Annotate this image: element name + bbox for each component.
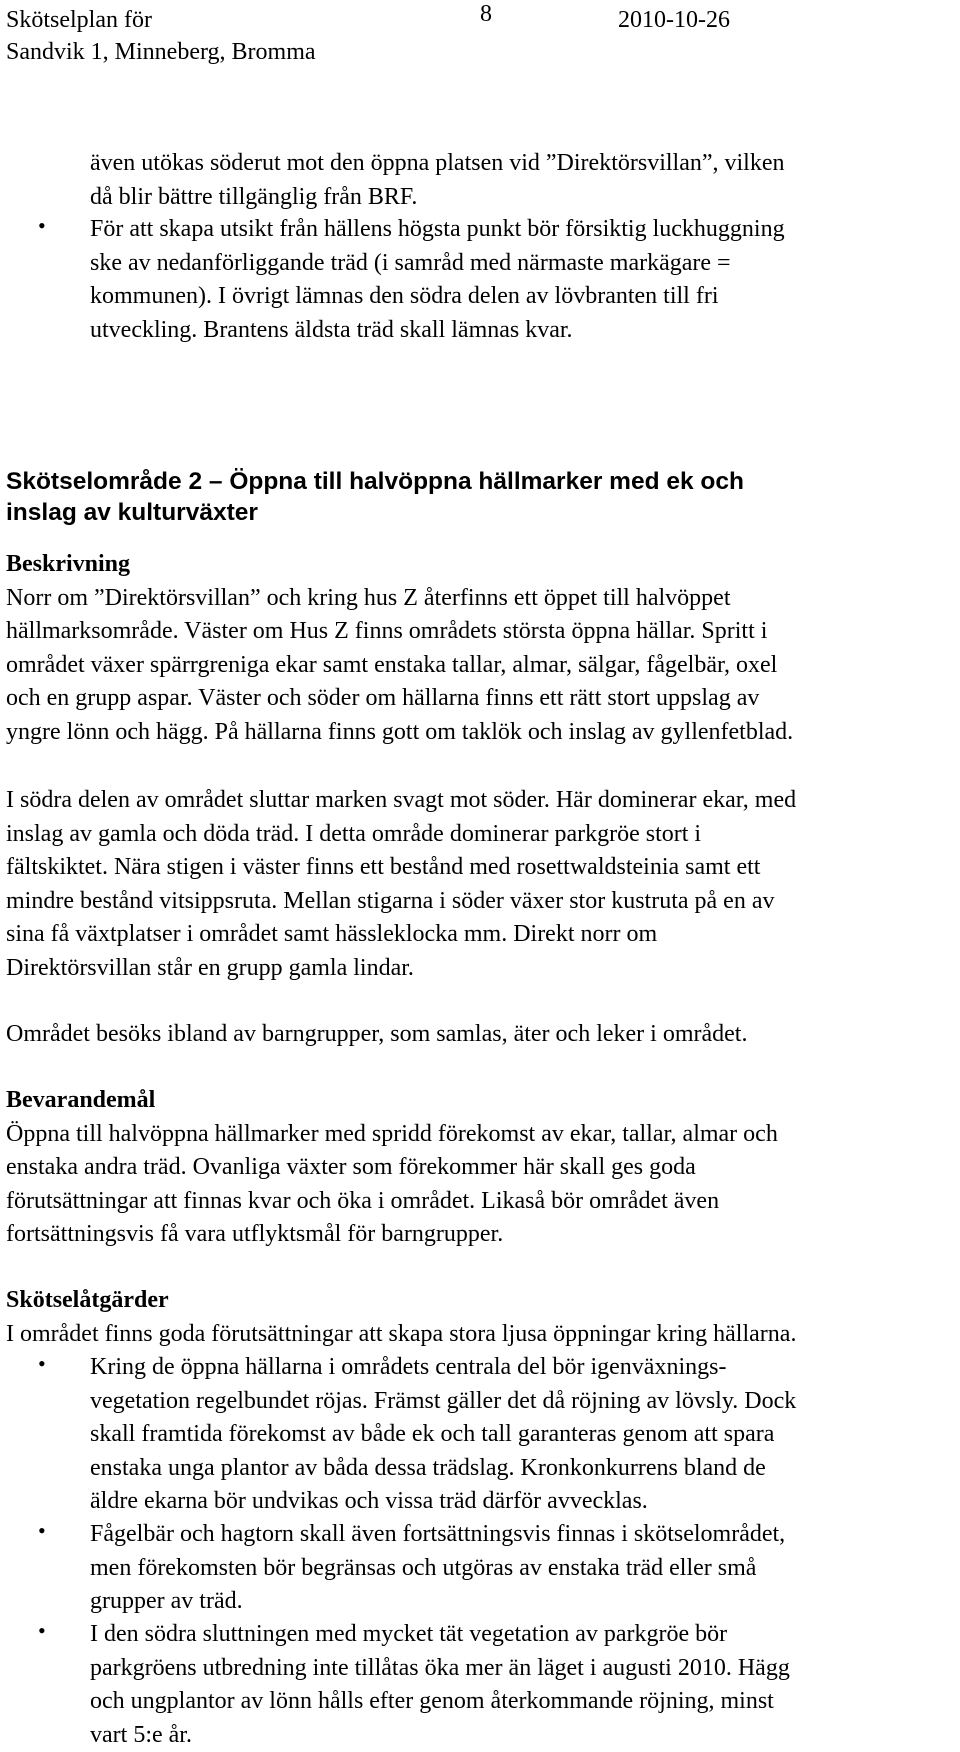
text-line: I den södra sluttningen med mycket tät vegetation av parkgröe bör (90, 1618, 790, 1652)
description-paragraph-3 (6, 1018, 747, 1052)
text-line: I södra delen av området sluttar marken svagt mot söder. Här dominerar ekar, med (6, 784, 796, 818)
preservation-block (6, 1084, 778, 1252)
continuation-text (90, 147, 785, 214)
text-line: området växer spärrgreniga ekar samt enstaka tallar, almar, sälgar, fågelbär, oxel (6, 649, 793, 683)
bullet-item (90, 1518, 785, 1619)
subheading-beskrivning: Beskrivning (6, 548, 793, 582)
text-line: fortsättningsvis få vara utflyktsmål för barngrupper. (6, 1218, 778, 1252)
bullet-item (90, 1618, 790, 1752)
text-line: Direktörsvillan står en grupp gamla lindar. (6, 952, 796, 986)
bullet-item (90, 1351, 796, 1519)
header-title-line-2: Sandvik 1, Minneberg, Bromma (6, 36, 316, 68)
text-line: Området besöks ibland av barngrupper, som samlas, äter och leker i området. (6, 1018, 747, 1052)
text-line: fältskiktet. Nära stigen i väster finns ett bestånd med rosettwaldsteinia samt ett (6, 851, 796, 885)
text-line: vart 5:e år. (90, 1719, 790, 1752)
text-line: äldre ekarna bör undvikas och vissa träd därför avvecklas. (90, 1485, 796, 1519)
text-line: ske av nedanförliggande träd (i samråd med närmaste markägare = (90, 247, 785, 281)
text-line: utveckling. Brantens äldsta träd skall lämnas kvar. (90, 314, 785, 348)
text-line: hällmarksområde. Väster om Hus Z finns områdets största öppna hällar. Spritt i (6, 615, 793, 649)
text-line: mindre bestånd vitsippsruta. Mellan stigarna i söder växer stor kustruta på en av (6, 885, 796, 919)
text-line: Fågelbär och hagtorn skall även fortsättningsvis finnas i skötselområdet, (90, 1518, 785, 1552)
text-line: och ungplantor av lönn hålls efter genom återkommande röjning, minst (90, 1685, 790, 1719)
subheading-bevarandemal: Bevarandemål (6, 1084, 778, 1118)
text-line: även utökas söderut mot den öppna platsen vid ”Direktörsvillan”, vilken (90, 147, 785, 181)
bullet-icon: • (38, 1618, 46, 1644)
text-line: enstaka unga plantor av båda dessa trädslag. Kronkonkurrens bland de (90, 1452, 796, 1486)
text-line: I området finns goda förutsättningar att skapa stora ljusa öppningar kring hällarna. (6, 1318, 796, 1352)
description-paragraph-2 (6, 784, 796, 985)
text-line: Öppna till halvöppna hällmarker med spridd förekomst av ekar, tallar, almar och (6, 1118, 778, 1152)
header-date: 2010-10-26 (618, 4, 730, 36)
text-line: yngre lönn och hägg. På hällarna finns gott om taklök och inslag av gyllenfetblad. (6, 716, 793, 750)
heading-line: Skötselområde 2 – Öppna till halvöppna hällmarker med ek och (6, 466, 744, 497)
text-line: vegetation regelbundet röjas. Främst gäller det då röjning av lövsly. Dock (90, 1385, 796, 1419)
description-block (6, 548, 793, 749)
text-line: sina få växtplatser i området samt hässleklocka mm. Direkt norr om (6, 918, 796, 952)
text-line: parkgröens utbredning inte tillåtas öka mer än läget i augusti 2010. Hägg (90, 1652, 790, 1686)
text-line: För att skapa utsikt från hällens högsta punkt bör försiktig luckhuggning (90, 213, 785, 247)
text-line: då blir bättre tillgänglig från BRF. (90, 181, 785, 215)
page-number: 8 (480, 0, 492, 30)
bullet-icon: • (38, 1518, 46, 1544)
measures-block (6, 1284, 796, 1351)
text-line: kommunen). I övrigt lämnas den södra delen av lövbranten till fri (90, 280, 785, 314)
bullet-item (90, 213, 785, 347)
header-title (6, 4, 316, 68)
header-title-line-1: Skötselplan för (6, 4, 316, 36)
text-line: Kring de öppna hällarna i områdets centrala del bör igenväxnings- (90, 1351, 796, 1385)
text-line: skall framtida förekomst av både ek och tall garanteras genom att spara (90, 1418, 796, 1452)
subheading-skotselatgarder: Skötselåtgärder (6, 1284, 796, 1318)
text-line: och en grupp aspar. Väster och söder om hällarna finns ett rätt stort uppslag av (6, 682, 793, 716)
text-line: Norr om ”Direktörsvillan” och kring hus Z återfinns ett öppet till halvöppet (6, 582, 793, 616)
section-heading (6, 466, 744, 528)
text-line: förutsättningar att finnas kvar och öka i området. Likaså bör området även (6, 1185, 778, 1219)
bullet-icon: • (38, 1351, 46, 1377)
text-line: men förekomsten bör begränsas och utgöras av enstaka träd eller små (90, 1552, 785, 1586)
text-line: grupper av träd. (90, 1585, 785, 1619)
text-line: inslag av gamla och döda träd. I detta område dominerar parkgröe stort i (6, 818, 796, 852)
text-line: enstaka andra träd. Ovanliga växter som förekommer här skall ges goda (6, 1151, 778, 1185)
bullet-icon: • (38, 213, 46, 239)
heading-line: inslag av kulturväxter (6, 497, 744, 528)
